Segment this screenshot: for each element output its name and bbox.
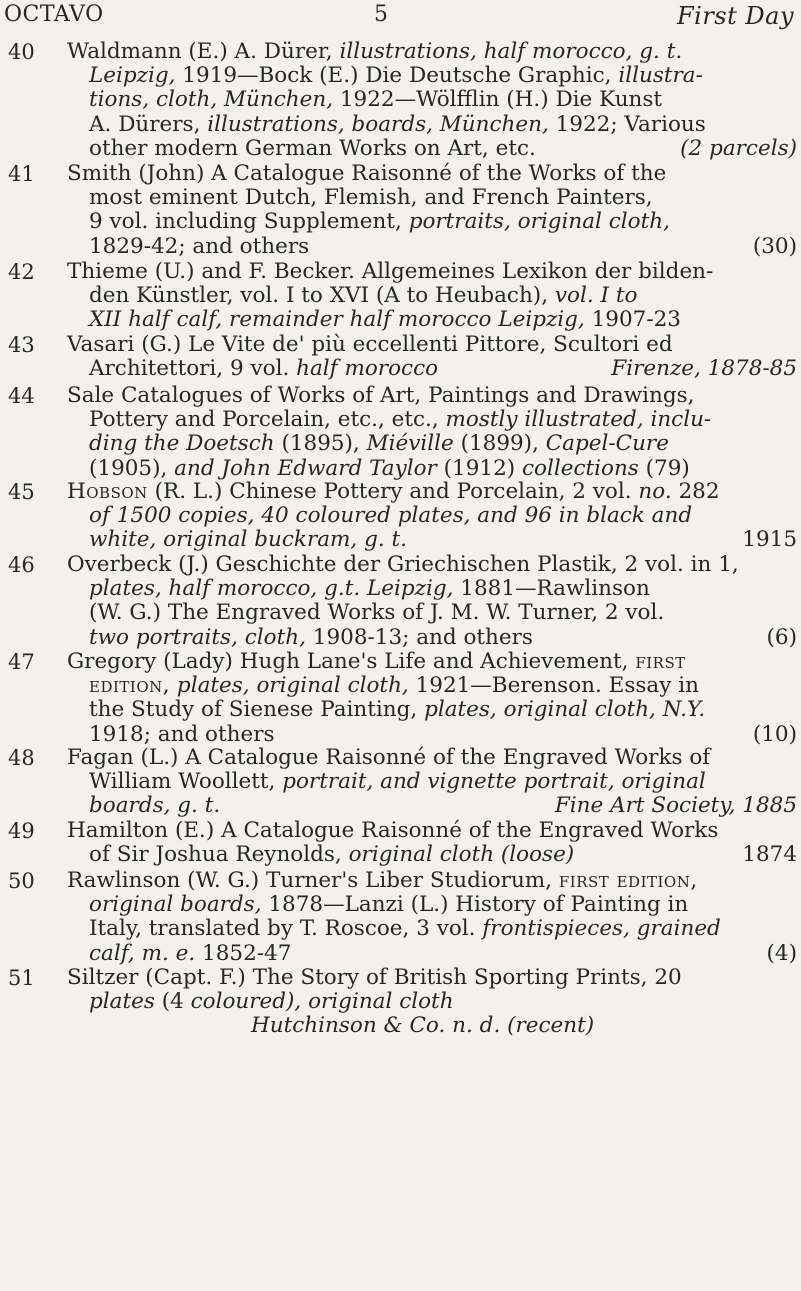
lot-number: 46	[8, 553, 35, 577]
lot-line: Pottery and Porcelain, etc., etc., mostly illustrated, inclu-	[89, 407, 712, 433]
lot-line: two portraits, cloth, 1908-13; and others (6)	[89, 624, 797, 650]
lot-number: 43	[8, 333, 35, 357]
lot-line: Fagan (L.) A Catalogue Raisonné of the Engraved Works of	[67, 745, 711, 770]
lot-line: plates, half morocco, g.t. Leipzig, 1881—Rawlinson	[89, 576, 650, 602]
lot-number: 45	[8, 480, 35, 504]
lot-number: 40	[8, 40, 35, 64]
page-number: 5	[374, 2, 389, 27]
lot-line: original boards, 1878—Lanzi (L.) History of Painting in	[89, 892, 689, 918]
lot-number: 47	[8, 650, 35, 674]
lot-line: XII half calf, remainder half morocco Leipzig, 1907-23	[89, 307, 681, 333]
lot-line: edition, plates, original cloth, 1921—Berenson. Essay in	[89, 673, 699, 699]
lot-line: 1829-42; and others (30)	[89, 233, 797, 259]
lot-line: most eminent Dutch, Flemish, and French Painters,	[89, 185, 653, 211]
lot-line: 9 vol. including Supplement, portraits, original cloth,	[89, 209, 670, 235]
lot-line: (1905), and John Edward Taylor (1912) collections (79)	[89, 455, 690, 481]
lot-number: 48	[8, 746, 35, 770]
lot-number: 50	[8, 869, 35, 893]
lot-line: Hutchinson & Co. n. d. (recent)	[251, 1013, 595, 1039]
lot-line: Thieme (U.) and F. Becker. Allgemeines Lexikon der bilden-	[67, 259, 714, 284]
lot-line: Hamilton (E.) A Catalogue Raisonné of the Engraved Works	[67, 818, 719, 843]
lot-line: A. Dürers, illustrations, boards, München, 1922; Various	[89, 111, 706, 137]
header-format: OCTAVO	[4, 2, 104, 27]
lot-line: boards, g. t. Fine Art Society, 1885	[89, 793, 797, 819]
lot-line: Smith (John) A Catalogue Raisonné of the Works of the	[67, 161, 667, 186]
lot-line: white, original buckram, g. t. 1915	[89, 527, 797, 553]
lot-line: (W. G.) The Engraved Works of J. M. W. Turner, 2 vol.	[89, 600, 665, 626]
lot-line: Leipzig, 1919—Bock (E.) Die Deutsche Graphic, illustra-	[89, 63, 703, 89]
lot-line: 1918; and others (10)	[89, 721, 797, 747]
page-header	[4, 2, 794, 32]
lot-line: of Sir Joshua Reynolds, original cloth (loose) 1874	[89, 842, 797, 868]
lot-number: 44	[8, 384, 35, 408]
lot-number: 41	[8, 162, 35, 186]
lot-line: Vasari (G.) Le Vite de' più eccellenti Pittore, Scultori ed	[67, 332, 673, 357]
lot-line: den Künstler, vol. I to XVI (A to Heubach), vol. I to	[89, 283, 638, 309]
lot-line: Italy, translated by T. Roscoe, 3 vol. frontispieces, grained	[89, 916, 721, 942]
lot-line: calf, m. e. 1852-47 (4)	[89, 940, 797, 966]
lot-number: 51	[8, 966, 35, 990]
lot-line: other modern German Works on Art, etc. (2 parcels)	[89, 135, 797, 161]
lot-line: Rawlinson (W. G.) Turner's Liber Studiorum, first edition,	[67, 868, 698, 893]
lot-line: Gregory (Lady) Hugh Lane's Life and Achievement, first	[67, 649, 686, 674]
lot-line: Hobson (R. L.) Chinese Pottery and Porcelain, 2 vol. no. 282	[67, 479, 720, 504]
lot-line: of 1500 copies, 40 coloured plates, and 96 in black and	[89, 503, 693, 529]
lot-line: ding the Doetsch (1895), Miéville (1899), Capel-Cure	[89, 431, 669, 457]
lot-line: Waldmann (E.) A. Dürer, illustrations, half morocco, g. t.	[67, 39, 683, 64]
lot-line: plates (4 coloured), original cloth	[89, 989, 454, 1015]
lot-line: tions, cloth, München, 1922—Wölfflin (H.) Die Kunst	[89, 87, 663, 113]
lot-line: the Study of Sienese Painting, plates, original cloth, N.Y.	[89, 697, 706, 723]
lot-line: William Woollett, portrait, and vignette portrait, original	[89, 769, 706, 795]
lot-line: Overbeck (J.) Geschichte der Griechischen Plastik, 2 vol. in 1,	[67, 552, 739, 577]
lot-line: Siltzer (Capt. F.) The Story of British Sporting Prints, 20	[67, 965, 682, 990]
lot-number: 42	[8, 260, 35, 284]
header-day: First Day	[677, 2, 794, 30]
lot-number: 49	[8, 819, 35, 843]
lot-line: Architettori, 9 vol. half morocco Firenze, 1878-85	[89, 356, 797, 382]
lot-line: Sale Catalogues of Works of Art, Paintings and Drawings,	[67, 383, 695, 408]
